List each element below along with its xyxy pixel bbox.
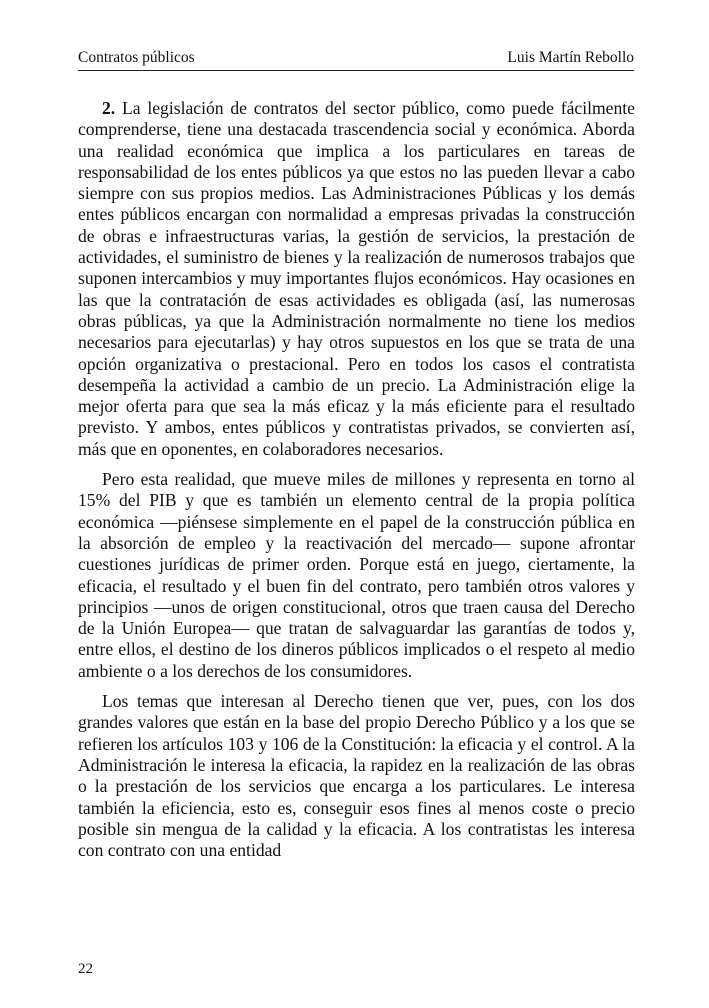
body-text: [78, 98, 635, 870]
running-header: [78, 48, 634, 71]
page-number: 22: [78, 961, 93, 977]
paragraph-1: [78, 98, 635, 460]
paragraph-number: 2.: [102, 98, 116, 118]
header-author: Luis Martín Rebollo: [507, 49, 634, 66]
paragraph-text: Los temas que interesan al Derecho tienen que ver, pues, con los dos grandes valores que están en la base del propio Derecho Público y a los que se refieren los artículos 103 y 106 de la Constitución: la eficacia y el control. A la Administración le interesa la eficacia, la rapidez en la realización de las obras o la prestación de los servicios que encarga a los particulares. Le interesa también la eficiencia, esto es, conseguir esos fines al menos coste o precio posible sin mengua de la calidad y la eficacia. A los contratistas les interesa con contrato con una entidad: [78, 691, 635, 861]
paragraph-2: [78, 469, 635, 682]
paragraph-text: Pero esta realidad, que mueve miles de millones y representa en torno al 15% del PIB y que es también un elemento central de la propia política económica —piénsese simplemente en el papel de la construcción pública en la absorción de empleo y la reactivación del mercado— supone afrontar cuestiones jurídicas de primer orden. Porque está en juego, ciertamente, la eficacia, el resultado y el buen fin del contrato, pero también otros valores y principios —unos de origen constitucional, otros que traen causa del Derecho de la Unión Europea— que tratan de salvaguardar las garantías de todos y, entre ellos, el destino de los dineros públicos implicados o el respeto al medio ambiente o a los derechos de los consumidores.: [78, 469, 635, 681]
paragraph-text: La legislación de contratos del sector público, como puede fácilmente comprenderse, tiene una destacada trascendencia social y económica. Aborda una realidad económica que implica a los particulares en tareas de responsabilidad de los entes públicos ya que estos no las pueden llevar a cabo siempre con sus propios medios. Las Administraciones Públicas y los demás entes públicos encargan con normalidad a empresas privadas la construcción de obras e infraestructuras varias, la gestión de servicios, la prestación de actividades, el suministro de bienes y la realización de numerosos trabajos que suponen intercambios y muy importantes flujos económicos. Hay ocasiones en las que la contratación de esas actividades es obligada (así, las numerosas obras públicas, ya que la Administración normalmente no tiene los medios necesarios para ejecutarlas) y hay otros supuestos en los que se trata de una opción organizativa o prestacional. Pero en todos los casos el contratista desempeña la actividad a cambio de un precio. La Administración elige la mejor oferta para que sea la más eficaz y la más eficiente para el resultado previsto. Y ambos, entes públicos y contratistas privados, se convierten así, más que en oponentes, en colaboradores necesarios.: [78, 98, 635, 459]
header-book-title: Contratos públicos: [78, 49, 195, 66]
paragraph-3: [78, 691, 635, 861]
